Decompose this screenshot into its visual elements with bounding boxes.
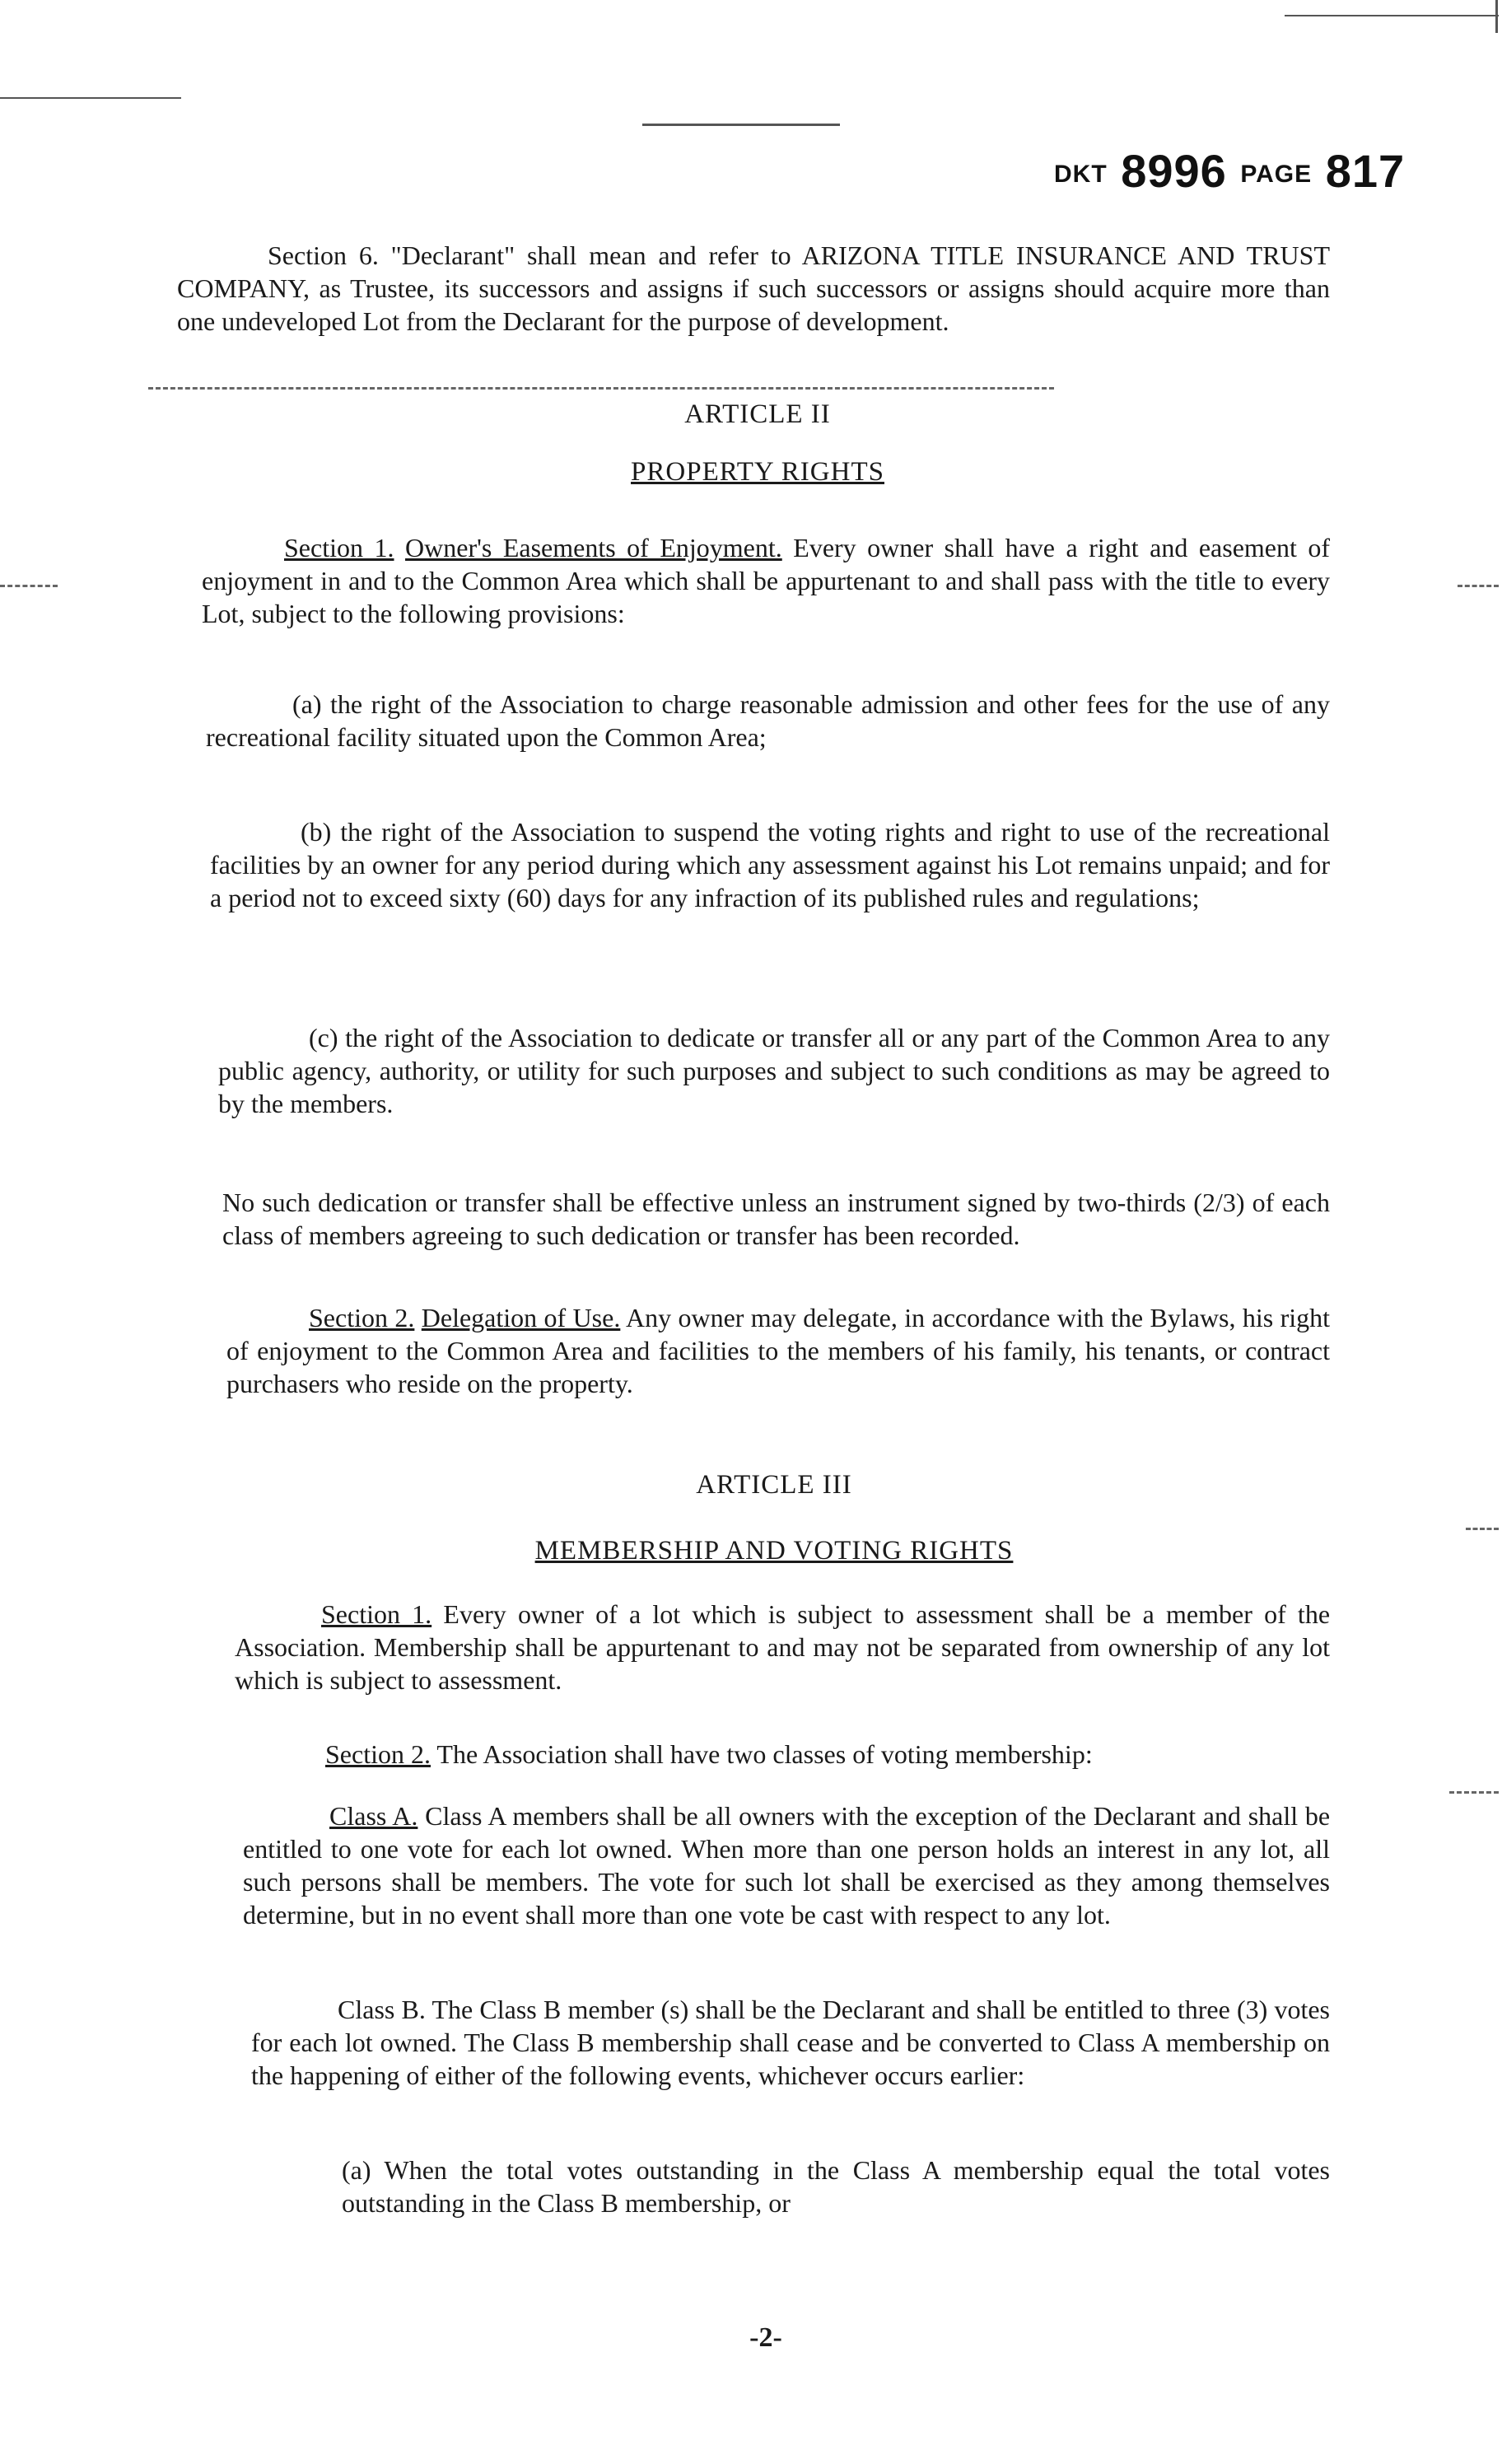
docket-page: 817 (1325, 145, 1406, 197)
class-b-event-a: (a) When the total votes outstanding in the Class A membership equal the total votes outstanding in the Class B membership, or (342, 2155, 1330, 2218)
scan-artifact (1285, 15, 1499, 16)
section-text: Every owner shall have a right and easement of enjoyment in and to the Common Area which shall be appurtenant to and shall pass with the title to every Lot, subject to the following provisions: (202, 533, 1331, 628)
article-iii-section-2 (325, 1738, 1330, 1771)
docket-number: 8996 (1121, 145, 1227, 197)
scan-artifact (0, 97, 181, 99)
article-iii-section-1 (235, 1598, 1330, 1696)
provision-a: (a) the right of the Association to charge reasonable admission and other fees for the use of any recreational facility situated upon the Common Area; (206, 689, 1330, 752)
section-text: The Association shall have two classes of voting membership: (436, 1739, 1093, 1769)
scan-artifact (642, 124, 840, 126)
docket-page-prefix: PAGE (1240, 161, 1313, 189)
article-ii-section-1 (202, 531, 1330, 630)
section-title: Delegation of Use. (421, 1303, 621, 1332)
page-number: -2- (749, 2322, 782, 2353)
class-text: Class A members shall be all owners with the exception of the Declarant and shall be entitled to one vote for each lot owned. When more than one person holds an interest in any lot, all such persons shall be members. The vote for such lot shall be exercised as they among themselves determine, but in no event shall more than one vote be cast with respect to any lot. (243, 1801, 1331, 1930)
scan-artifact (0, 585, 58, 587)
scan-artifact (1458, 585, 1499, 587)
section-6-paragraph: Section 6. "Declarant" shall mean and refer to ARIZONA TITLE INSURANCE AND TRUST COMPANY, as Trustee, its successors and assigns if such successors or assigns should acquire more than one undeveloped Lot from the Declarant for the purpose of development. (177, 240, 1330, 336)
article-iii-title: ARTICLE III (696, 1470, 852, 1500)
section-label: Section 2. (309, 1303, 415, 1332)
scan-artifact (1449, 1791, 1499, 1794)
docket-stamp (1054, 144, 1405, 198)
section-label: Section 2. (325, 1739, 431, 1769)
class-b-paragraph: Class B. The Class B member (s) shall be the Declarant and shall be entitled to three (3) votes for each lot owned. The Class B membership shall cease and be converted to Class A membership on the happening of either of the following events, whichever occurs earlier: (251, 1995, 1330, 2090)
provision-b: (b) the right of the Association to suspend the voting rights and right to use of the recreational facilities by an owner for any period during which any assessment against his Lot remains unpaid; and for a period not to exceed sixty (60) days for any infraction of its published rules and regulations; (210, 817, 1330, 912)
section-title: Owner's Easements of Enjoyment. (405, 533, 782, 562)
article-ii-heading: PROPERTY RIGHTS (631, 457, 884, 487)
section-text: Any owner may delegate, in accordance with the Bylaws, his right of enjoyment to the Common Area and facilities to the members of his family, his tenants, or contract purchasers who reside on the property. (226, 1303, 1331, 1398)
provision-c: (c) the right of the Association to dedicate or transfer all or any part of the Common Area to any public agency, authority, or utility for such purposes and subject to such conditions as may be agreed to by the members. (218, 1023, 1330, 1118)
article-ii-section-2 (226, 1301, 1330, 1400)
section-text: Every owner of a lot which is subject to assessment shall be a member of the Association. Membership shall be appurtenant to and may not be separated from ownership of any lot which is subject to assessment. (235, 1599, 1331, 1695)
scan-artifact (148, 387, 1054, 390)
scan-artifact (1495, 0, 1498, 33)
scan-artifact (1466, 1528, 1499, 1530)
section-label: Section 1. (284, 533, 394, 562)
section-label: Section 1. (321, 1599, 432, 1629)
class-label: Class A. (329, 1801, 418, 1831)
docket-prefix: DKT (1054, 161, 1108, 189)
article-iii-heading: MEMBERSHIP AND VOTING RIGHTS (534, 1536, 1014, 1566)
class-a-paragraph (243, 1799, 1330, 1931)
article-ii-title: ARTICLE II (684, 399, 831, 429)
dedication-paragraph: No such dedication or transfer shall be effective unless an instrument signed by two-thirds (2/3) of each class of members agreeing to such dedication or transfer has been recorded. (222, 1188, 1330, 1250)
